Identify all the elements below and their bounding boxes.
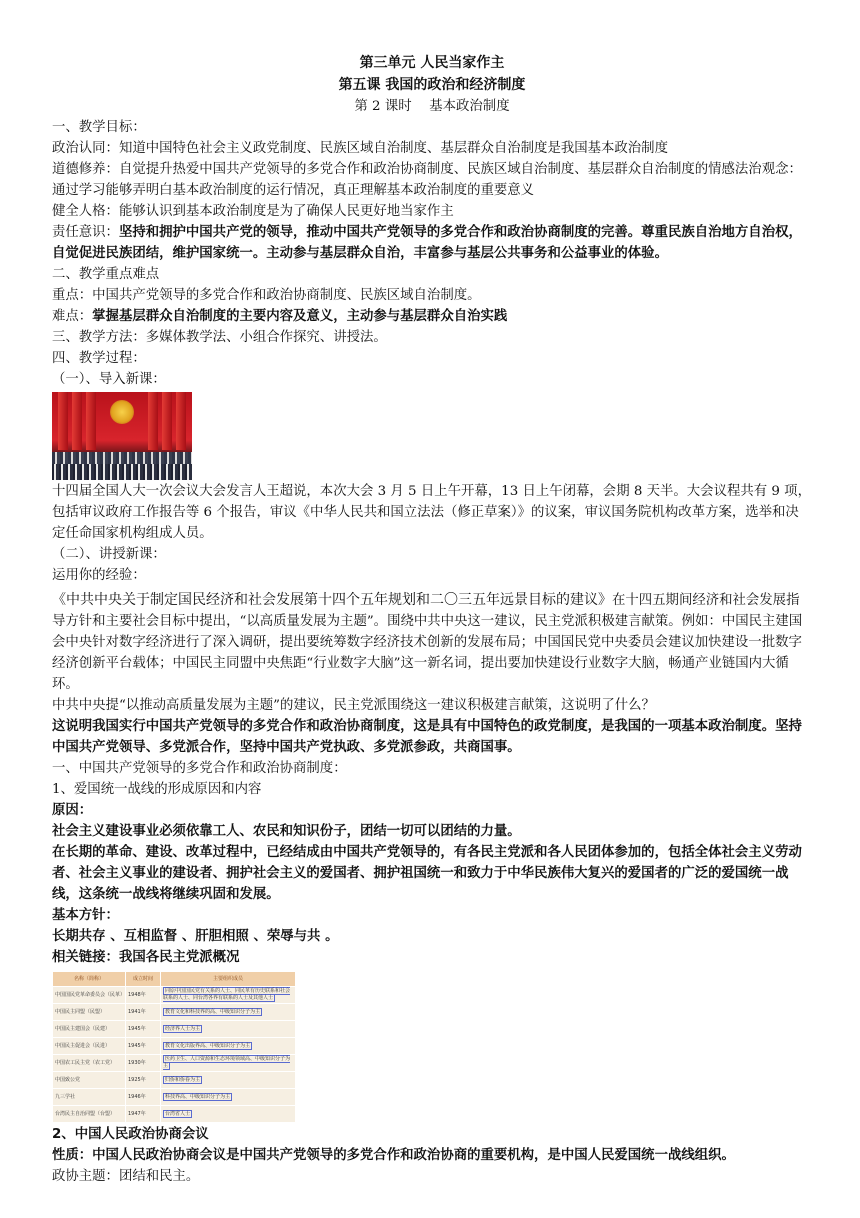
cppcc-nature: 性质：中国人民政治协商会议是中国共产党领导的多党合作和政治协商的重要机构，是中国人民爱国统一战线组织。 — [52, 1148, 735, 1163]
table-cell-text: 科技界高、中级知识分子为主 — [165, 1093, 231, 1100]
section1-sub1: 1、爱国统一战线的形成原因和内容 — [52, 782, 262, 797]
table-cell: 中国农工民主党（农工党） — [53, 1055, 126, 1072]
table-cell: 1945年 — [126, 1021, 161, 1038]
table-cell: 1945年 — [126, 1038, 161, 1055]
table-cell: 中国民主促进会（民进） — [53, 1038, 126, 1055]
keypoint-difficulty — [52, 306, 812, 327]
table-row — [53, 987, 296, 1004]
table-row — [53, 1004, 296, 1021]
table-cell-text: 台湾省人士 — [165, 1110, 191, 1117]
cppcc-theme: 政协主题：团结和民主。 — [52, 1169, 200, 1184]
reason-label: 原因： — [52, 803, 93, 818]
table-cell — [161, 1089, 296, 1106]
table-header: 名称（简称） — [53, 972, 126, 987]
difficulty-label: 难点： — [52, 309, 93, 324]
document-page — [52, 52, 812, 1187]
table-cell-text: 同原中国国民党有关系的人士、同民革有历史联系和社会联系的人士、同台湾各界有联系的人士及其他人士 — [163, 988, 291, 1001]
table-header: 主要组织成员 — [161, 972, 296, 987]
question-text: 中共中央提“以推动高质量发展为主题”的建议，民主党派围绕这一建议积极建言献策，这说明了什么？ — [52, 698, 655, 713]
goal-duty — [52, 222, 812, 264]
case-paragraph — [52, 590, 812, 695]
experience-label: 运用你的经验： — [52, 568, 146, 583]
reason-1: 社会主义建设事业必须依靠工人、农民和知识份子，团结一切可以团结的力量。 — [52, 824, 521, 839]
keypoint-focus: 重点：中国共产党领导的多党合作和政治协商制度、民族区域自治制度。 — [52, 288, 481, 303]
table-cell: 1925年 — [126, 1072, 161, 1089]
table-cell — [161, 1106, 296, 1123]
table-cell: 1947年 — [126, 1106, 161, 1123]
table-header: 成立时间 — [126, 972, 161, 987]
table-cell — [161, 1021, 296, 1038]
keypoints-heading: 二、教学重点难点 — [52, 267, 160, 282]
national-emblem-icon — [110, 400, 134, 424]
process-heading: 四、教学过程： — [52, 351, 146, 366]
difficulty-text: 掌握基层群众自治制度的主要内容及意义，主动参与基层群众自治实践 — [92, 309, 508, 324]
link-label: 相关链接：我国各民主党派概况 — [52, 950, 240, 965]
reason-2: 在长期的革命、建设、改革过程中，已经结成由中国共产党领导的，有各民主党派和各人民团体参加的，包括全体社会主义劳动者、社会主义事业的建设者、拥护社会主义的爱国者、拥护祖国统一和致力于中华民族伟大复兴的爱国者的广泛的爱国统一战线，这条统一战线将继续巩固和发展。 — [52, 845, 802, 902]
unit-title: 第三单元 人民当家作主 — [359, 55, 505, 71]
table-cell: 中国国民党革命委员会（民革） — [53, 987, 126, 1004]
table-cell: 中国民主建国会（民建） — [53, 1021, 126, 1038]
table-cell: 1941年 — [126, 1004, 161, 1021]
table-row — [53, 1055, 296, 1072]
policy-label: 基本方针： — [52, 908, 119, 923]
table-cell: 中国民主同盟（民盟） — [53, 1004, 126, 1021]
goal-personality: 健全人格：能够认识到基本政治制度是为了确保人民更好地当家作主 — [52, 204, 454, 219]
section1-sub2: 2、中国人民政治协商会议 — [52, 1127, 209, 1142]
table-cell: 1930年 — [126, 1055, 161, 1072]
answer-text: 这说明我国实行中国共产党领导的多党合作和政治协商制度，这是具有中国特色的政党制度，是我国的一项基本政治制度。坚持中国共产党领导、多党派合作，坚持中国共产党执政、多党派参政，共商国事。 — [52, 719, 802, 755]
section1-heading: 一、中国共产党领导的多党合作和政治协商制度： — [52, 761, 347, 776]
table-row — [53, 1021, 296, 1038]
table-cell — [161, 987, 296, 1004]
methods-line: 三、教学方法：多媒体教学法、小组合作探究、讲授法。 — [52, 330, 387, 345]
new-lesson-heading: （二）、讲授新课： — [52, 547, 166, 562]
intro-heading: （一）、导入新课： — [52, 372, 166, 387]
table-cell: 1946年 — [126, 1089, 161, 1106]
table-cell: 中国致公党 — [53, 1072, 126, 1089]
table-cell: 台湾民主自治同盟（台盟） — [53, 1106, 126, 1123]
table-cell-text: 教育文化出版界高、中级知识分子为主 — [165, 1042, 251, 1049]
table-row — [53, 1038, 296, 1055]
period-title: 第 2 课时 基本政治制度 — [354, 99, 510, 114]
table-cell-text: 医药卫生、人口资源和生态环境领域高、中级知识分子为主 — [163, 1056, 291, 1069]
table-row — [53, 1106, 296, 1123]
table-cell-text: 教育文化和科技界的高、中级知识分子为主 — [165, 1008, 261, 1015]
goals-heading: 一、教学目标： — [52, 120, 146, 135]
table-header-row — [53, 972, 296, 987]
lesson-title: 第五课 我国的政治和经济制度 — [338, 77, 526, 93]
goal-political: 政治认同：知道中国特色社会主义政党制度、民族区域自治制度、基层群众自治制度是我国基本政治制度 — [52, 141, 668, 156]
table-cell — [161, 1038, 296, 1055]
goal-moral: 道德修养：自觉提升热爱中国共产党领导的多党合作和政治协商制度、民族区域自治制度、基层群众自治制度的情感法治观念：通过学习能够弄明白基本政治制度的运行情况，真正理解基本政治制度的重要意义 — [52, 162, 802, 198]
policy-text: 长期共存 、互相监督 、肝胆相照 、荣辱与共 。 — [52, 929, 339, 944]
table-row — [53, 1072, 296, 1089]
case-text: 在十四五期间经济和社会发展指导方针和主要社会目标中提出，“以高质量发展为主题”。围绕中共中央这一建议，民主党派积极建言献策。例如：中国民主建国会中央针对数字经济进行了深入调研，提出要统筹数字经济技术创新的发展布局；中国国民党中央委员会建议加快建设一批数字经济创新平台载体；中国民主同盟中央焦距“行业数字大脑”这一新名词，提出要加快建设行业数字大脑，畅通产业链国内大循环。 — [52, 593, 803, 692]
table-cell-text: 经济界人士为主 — [165, 1025, 201, 1032]
table-cell-text: 归侨和侨眷为主 — [165, 1076, 201, 1083]
goal-duty-label: 责任意识： — [52, 225, 119, 240]
intro-text: 十四届全国人大一次会议大会发言人王超说，本次大会 3 月 5 日上午开幕，13 日上午闭幕，会期 8 天半。大会议程共有 9 项，包括审议政府工作报告等 6 个报告，审议《中华人民共和国立法法（修正草案）》的议案，审议国务院机构改革方案，选举和决定任命国家机构组成人员。 — [52, 484, 811, 541]
table-cell — [161, 1004, 296, 1021]
table-cell: 九三学社 — [53, 1089, 126, 1106]
case-title: 《中共中央关于制定国民经济和社会发展第十四个五年规划和二〇三五年远景目标的建议》 — [52, 592, 612, 608]
table-row — [53, 1089, 296, 1106]
parties-table — [52, 971, 296, 1123]
table-cell: 1948年 — [126, 987, 161, 1004]
congress-photo — [52, 392, 192, 480]
goal-duty-text: 坚持和拥护中国共产党的领导，推动中国共产党领导的多党合作和政治协商制度的完善。尊重民族自治地方自治权，自觉促进民族团结，维护国家统一。主动参与基层群众自治，丰富参与基层公共事务和公益事业的体验。 — [52, 225, 802, 261]
table-cell — [161, 1072, 296, 1089]
table-cell — [161, 1055, 296, 1072]
